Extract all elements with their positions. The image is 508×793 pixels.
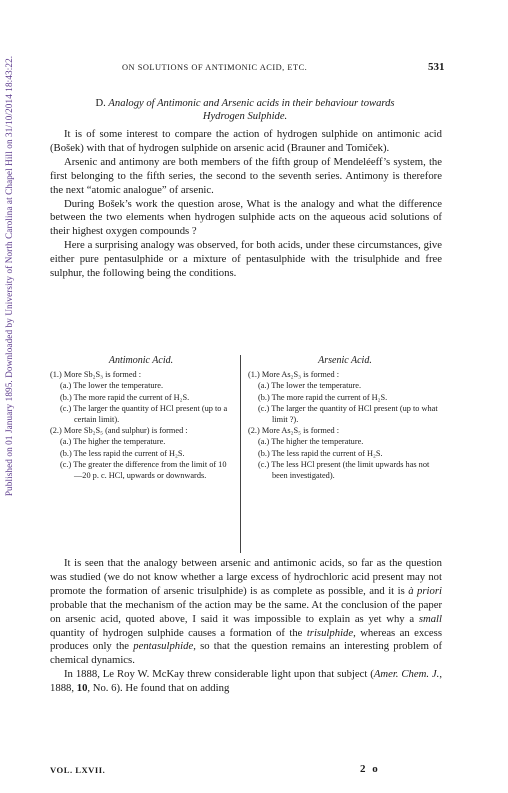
list-item: (a.) The higher the temperature.: [258, 437, 364, 447]
list-item: (c.) The larger the quantity of HCl present (up to what limit ?).: [258, 403, 438, 425]
list-item: (b.) The less rapid the current of H₂S.: [258, 448, 383, 458]
list-item: (1.) More As₂S₃ is formed :: [248, 370, 340, 380]
column-heading: Arsenic Acid.: [318, 355, 372, 366]
page-footer: [50, 765, 442, 779]
list-item: (b.) The more rapid the current of H₂S.: [258, 392, 388, 402]
antimonic-acid-column: [50, 355, 232, 481]
list-item: (b.) The more rapid the current of H₂S.: [60, 392, 190, 402]
arsenic-acid-column: [248, 355, 442, 481]
section-heading-line1: [50, 97, 440, 110]
closing-text: [50, 557, 442, 696]
list-item: (a.) The higher the temperature.: [60, 437, 166, 447]
column-heading: Antimonic Acid.: [108, 355, 174, 366]
list-item: (2.) More Sb₂S₅ (and sulphur) is formed :: [50, 426, 188, 436]
list-item: (c.) The less HCl present (the limit upwards has not been investigated).: [258, 459, 430, 481]
volume-label: VOL. LXVII.: [50, 765, 106, 775]
paragraph: It is of some interest to compare the action of hydrogen sulphide on antimonic acid (Bošek) with that of hydrogen sulphide on arsenic acid (Brauner and Tomiček).: [50, 128, 442, 154]
list-item: (b.) The less rapid the current of H₂S.: [60, 448, 185, 458]
list-item: (a.) The lower the temperature.: [60, 381, 164, 391]
paragraph: In 1888, Le Roy W. McKay threw considerable light upon that subject (Amer. Chem. J., 1888, 10, No. 6). He found that on adding: [50, 668, 442, 695]
list-item: (c.) The larger the quantity of HCl present (up to a certain limit).: [60, 403, 228, 425]
paragraph: It is seen that the analogy between arsenic and antimonic acids, so far as the question was studied (we do not know whether a large excess of hydrochloric acid present may not promote the formation of arsenic trisulphide) is as complete as possible, and it is à priori probable that the mechanism of the action may be the same. At the conclusion of the paper on arsenic acid, quoted above, I said it was impossible to explain as yet why a small quantity of hydrogen sulphide causes a formation of the trisulphide, whereas an excess produces only the pentasulphide, so that the question remains an interesting problem of chemical dynamics.: [50, 557, 442, 667]
list-item: (2.) More As₂S₅ is formed :: [248, 426, 340, 436]
section-title-line1: Analogy of Antimonic and Arsenic acids in their behaviour towards: [108, 98, 395, 109]
list-item: (c.) The greater the difference from the limit of 10—20 p. c. HCl, upwards or downwards.: [60, 459, 227, 481]
paragraph: During Bošek’s work the question arose, What is the analogy and what the difference between the two elements when hydrogen sulphide acts on the aqueous acid solutions of their highest oxygen compounds ?: [50, 197, 442, 238]
comparison-columns: [50, 355, 442, 555]
paragraph: Here a surprising analogy was observed, for both acids, under these circumstances, give either pure pentasulphide or a mixture of pentasulphide with the trisulphide and free sulphur, the following being the conditions.: [50, 239, 442, 280]
column-divider: [240, 355, 241, 553]
download-watermark: [2, 8, 16, 543]
list-item: (1.) More Sb₂S₃ is formed :: [50, 370, 142, 380]
section-heading: [50, 97, 440, 123]
section-label: D.: [95, 98, 106, 109]
paragraph: Arsenic and antimony are both members of the fifth group of Mendeléeff’s system, the first belonging to the fifth series, the second to the seventh series. Antimony is therefore the next “atomic analogue” of arsenic.: [50, 155, 442, 196]
list-item: (a.) The lower the temperature.: [258, 381, 362, 391]
download-watermark-text: Published on 01 January 1895. Downloaded by University of North Carolina at Chapel Hill on 31/10/2014 18:43:22.: [4, 55, 14, 496]
signature-mark: 2 o: [360, 763, 380, 775]
section-title-line2: Hydrogen Sulphide.: [202, 111, 288, 122]
page-number: 531: [428, 61, 445, 73]
intro-text: [50, 128, 442, 281]
running-title: ON SOLUTIONS OF ANTIMONIC ACID, ETC.: [122, 63, 308, 72]
